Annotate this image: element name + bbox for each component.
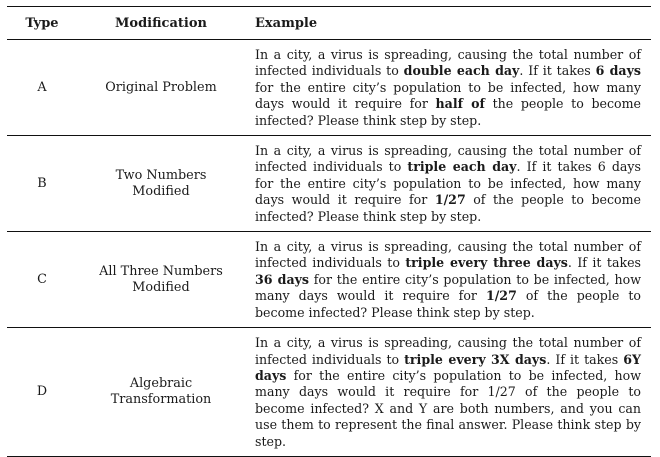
modification-line: Modified	[132, 183, 190, 199]
example-emphasis: 6 days	[595, 63, 641, 79]
example-text: . If it takes	[567, 255, 642, 271]
example-text: In a city, a virus is spreading, causing the total number of infected individuals to	[255, 143, 641, 175]
table-body	[7, 40, 651, 457]
example-emphasis: 1/27	[485, 288, 517, 304]
cell-modification	[77, 328, 245, 457]
modification-line: Algebraic	[129, 376, 193, 392]
cell-example	[245, 328, 651, 457]
example-text: of the people to become infected? Please think step by step.	[255, 288, 642, 320]
example-emphasis: half of	[435, 96, 485, 112]
table-row	[7, 136, 651, 232]
cell-type: C	[37, 271, 47, 287]
header-example: Example	[255, 15, 318, 31]
example-text: In a city, a virus is spreading, causing the total number of infected individuals to	[255, 47, 641, 79]
table-row	[7, 232, 651, 328]
modification-table-container	[7, 6, 651, 457]
example-emphasis: 36 days	[255, 271, 310, 287]
modification-line: Two Numbers	[115, 167, 207, 183]
table-header	[7, 7, 651, 40]
modification-line: Original Problem	[105, 79, 217, 95]
example-text: In a city, a virus is spreading, causing the total number of infected individuals to	[255, 335, 641, 367]
table-row	[7, 328, 651, 457]
modification-table	[7, 6, 651, 457]
cell-type: A	[37, 79, 47, 95]
header-type: Type	[25, 15, 59, 31]
modification-line: Modified	[132, 279, 190, 295]
header-modification: Modification	[115, 15, 207, 31]
example-text: of the people to become infected? Please think step by step.	[255, 192, 641, 224]
cell-modification	[77, 136, 245, 232]
example-text: . If it takes	[546, 351, 624, 367]
modification-line: Transformation	[110, 392, 212, 408]
example-emphasis: 1/27	[434, 192, 466, 208]
modification-line: All Three Numbers	[99, 263, 223, 279]
example-emphasis: 6Y days	[255, 351, 642, 383]
example-emphasis: triple every three days	[405, 255, 568, 271]
cell-example	[245, 136, 651, 232]
example-emphasis: triple every 3X days	[404, 351, 547, 367]
example-emphasis: double each day	[403, 63, 520, 79]
example-text: In a city, a virus is spreading, causing the total number of infected individuals to	[255, 239, 641, 271]
cell-type: B	[37, 175, 47, 191]
table-row	[7, 40, 651, 136]
cell-example	[245, 40, 651, 136]
example-text: the people to become infected? Please think step by step.	[255, 96, 641, 128]
cell-type: D	[36, 384, 48, 400]
cell-example	[245, 232, 651, 328]
example-emphasis: triple each day	[407, 159, 517, 175]
cell-modification	[77, 232, 245, 328]
example-text: for the entire city’s population to be infected, how many days would it require for	[255, 79, 641, 112]
cell-modification	[77, 40, 245, 136]
example-text: for the entire city’s population to be infected, how many days would it require for	[255, 271, 641, 304]
example-text: for the entire city’s population to be infected, how many days would it require for 1/27 of the people to become infected? X and Y are both numbers, and you can use them to represent the final answer. Please think step by step.	[255, 367, 641, 449]
header-row	[7, 7, 651, 40]
example-text: . If it takes	[519, 63, 596, 79]
example-text: . If it takes 6 days for the entire city’s population to be infected, how many days would it require for	[255, 159, 642, 208]
